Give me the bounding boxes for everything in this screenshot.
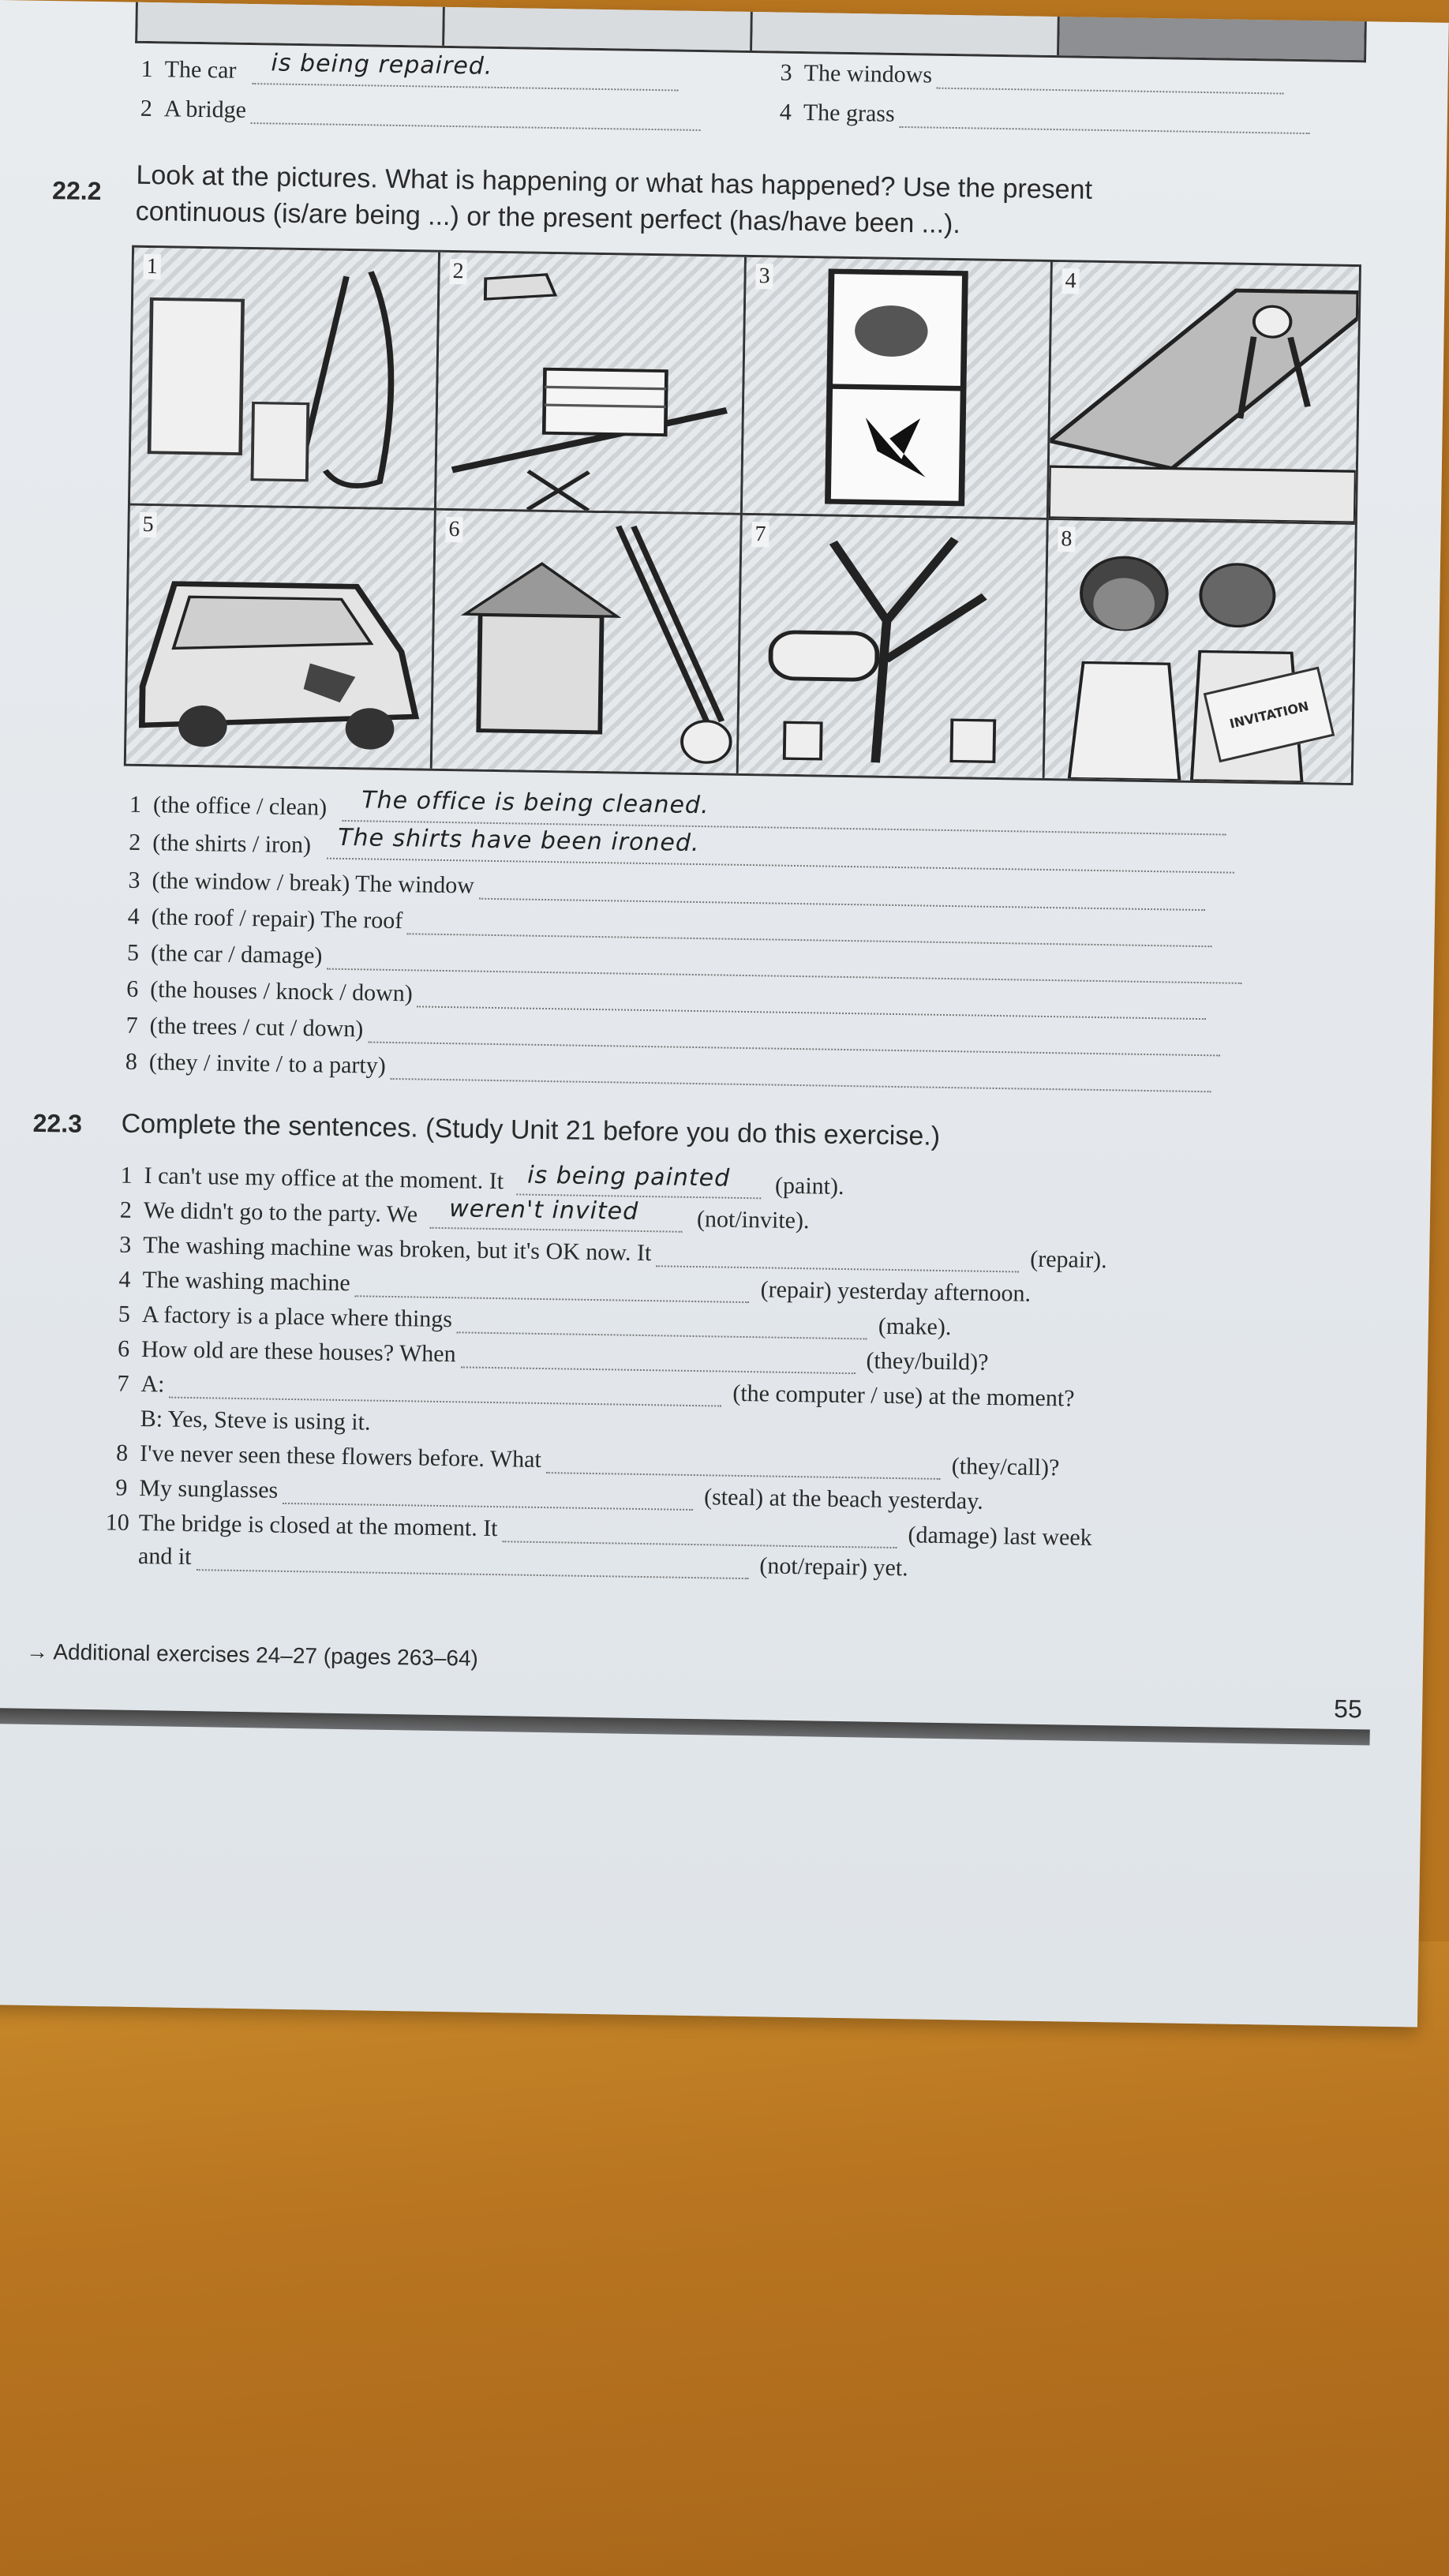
ex1-answer-1: is being repaired. [271, 49, 493, 80]
ex3-line-5: 5 A factory is a place where things (make). [118, 1301, 952, 1341]
ex1-item-4: 4 The grass [780, 99, 1310, 135]
ex1-item-2: 2 A bridge [140, 95, 702, 131]
ex2-item-4: 4 (the roof / repair) The roof [128, 904, 1213, 948]
ex2-item-6: 6 (the houses / knock / down) [126, 976, 1207, 1020]
picture-houses-knocked-down: 6 [432, 511, 743, 773]
wooden-table [0, 1941, 1449, 2576]
picture-office-cleaning: 1 [130, 248, 440, 511]
ex3-line-10: 10 The bridge is closed at the moment. It (damage) last week [105, 1509, 1092, 1551]
picture-party-invitation: INVITATION 8 [1045, 520, 1355, 783]
bottom-rule [0, 1708, 1370, 1746]
picture-ironed-shirts: 2 [436, 253, 747, 515]
page-number: 55 [1333, 1694, 1363, 1724]
picture-trees-cut-down: 7 [739, 515, 1049, 778]
ex3-line-4: 4 The washing machine (repair) yesterday afternoon. [118, 1266, 1032, 1307]
ex3-line-2: 2 We didn't go to the party. We weren't invited (not/invite). [119, 1195, 810, 1234]
ex3-line-1: 1 I can't use my office at the moment. It is being painted (paint). [120, 1161, 844, 1200]
ex3-line-10b: and it (not/repair) yet. [137, 1542, 908, 1582]
ex3-line-7: 7 A: (the computer / use) at the moment? [117, 1370, 1075, 1412]
ex2-answer-1: The office is being cleaned. [361, 786, 710, 820]
ex2-answer-2: The shirts have been ironed. [337, 823, 700, 858]
ex2-number: 22.2 [51, 176, 102, 206]
additional-exercises-link[interactable]: → Additional exercises 24–27 (pages 263–64) [25, 1638, 479, 1671]
ex2-item-1: 1 (the office / clean) The office is being cleaned. [129, 792, 1238, 836]
picture-roof-repair: 4 [1049, 262, 1359, 525]
invitation-card: INVITATION [1204, 667, 1335, 763]
ex3-answer-2: weren't invited [448, 1195, 639, 1226]
ex2-item-8: 8 (they / invite / to a party) [125, 1049, 1211, 1093]
ex2-instruction-1: Look at the pictures. What is happening or what has happened? Use the present [136, 159, 1093, 205]
ex3-answer-1: is being painted [526, 1161, 731, 1193]
ex1-item-1: 1 The car is being repaired. [140, 56, 689, 92]
ex2-item-2: 2 (the shirts / iron) The shirts have been ironed. [129, 829, 1245, 874]
ex3-line-8: 8 I've never seen these flowers before. What (they/call)? [115, 1440, 1060, 1481]
ex3-line-7b: B: Yes, Steve is using it. [140, 1406, 371, 1436]
ex2-item-5: 5 (the car / damage) [127, 940, 1243, 984]
ex2-item-7: 7 (the trees / cut / down) [125, 1013, 1220, 1057]
ex2-item-3: 3 (the window / break) The window [128, 867, 1205, 911]
ex3-line-3: 3 The washing machine was broken, but it's OK now. It (repair). [118, 1231, 1107, 1274]
ex2-instruction-2: continuous (is/are being ...) or the present perfect (has/have been ...). [135, 196, 961, 240]
picture-broken-window: 3 [743, 257, 1053, 520]
ex3-instruction: Complete the sentences. (Study Unit 21 before you do this exercise.) [121, 1108, 941, 1151]
ex3-number: 22.3 [32, 1108, 83, 1138]
ex3-line-9: 9 My sunglasses (steal) at the beach yesterday. [115, 1474, 984, 1515]
ex1-item-3: 3 The windows [780, 60, 1284, 95]
ex3-line-6: 6 How old are these houses? When (they/build)? [117, 1335, 989, 1376]
picture-grid [124, 245, 1361, 785]
picture-damaged-car: 5 [126, 506, 436, 769]
